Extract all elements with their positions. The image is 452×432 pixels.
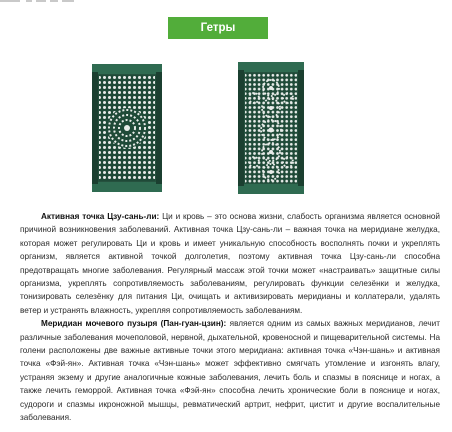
knee-mat-left	[92, 64, 162, 192]
paragraph-body: Ци и кровь – это основа жизни, слабость организма является основной причиной возникновения заболеваний. Активная точка Цзу-сань-ли – важная точка на меридиане желудка, которая может регулировать Ци и кровь и имеет уникальную способность восполнять почки и укреплять организм, является активной точкой долголетия, поэтому активная точка Цзу-сань-ли способна предотвращать многие заболевания. Регулярный массаж этой точки может «настраивать» защитные силы организма, укреплять сопротивляемость заболеваниям, регулировать функции селезёнки и желудка, тонизировать селезёнку для питания Ци, очищать и активизировать меридианы и коллатерали, удалять ветер и устранять влажность, укрепляя сопротивляемость заболеваниям.	[20, 212, 440, 315]
paragraph-title: Активная точка Цзу-сань-ли:	[41, 212, 160, 221]
article-text	[20, 210, 440, 425]
product-image	[82, 50, 372, 200]
section-heading: Гетры	[168, 17, 268, 39]
paragraph-zu-san-li	[20, 210, 440, 317]
top-divider	[0, 0, 452, 4]
paragraph-title: Меридиан мочевого пузыря (Пан-гуан-цзин):	[41, 319, 227, 329]
paragraph-bladder-meridian	[20, 317, 440, 424]
paragraph-body: является одним из самых важных меридианов, лечит различные заболевания мочеполовой, нервной, дыхательной, кровеносной и пищеварительной системы. На голени расположены две важные активные точки этого меридиана: активная точка «Чэн-шань» и активная точка «Фэй-ян». Активная точка «Чэн-шань» может эффективно смягчать утомление и изгонять влагу, устраняя экзему и другие аналогичные кожные заболевания, лечить боль и спазмы в пояснице и ногах, а также лечить геморрой. Активная точка «Фэй-ян» способна лечить хронические боли в пояснице и ногах, судороги и спазмы икроножной мышцы, ревматический артрит, нефрит, цистит и другие воспалительные заболевания.	[20, 319, 440, 423]
knee-mat-right	[238, 62, 304, 194]
